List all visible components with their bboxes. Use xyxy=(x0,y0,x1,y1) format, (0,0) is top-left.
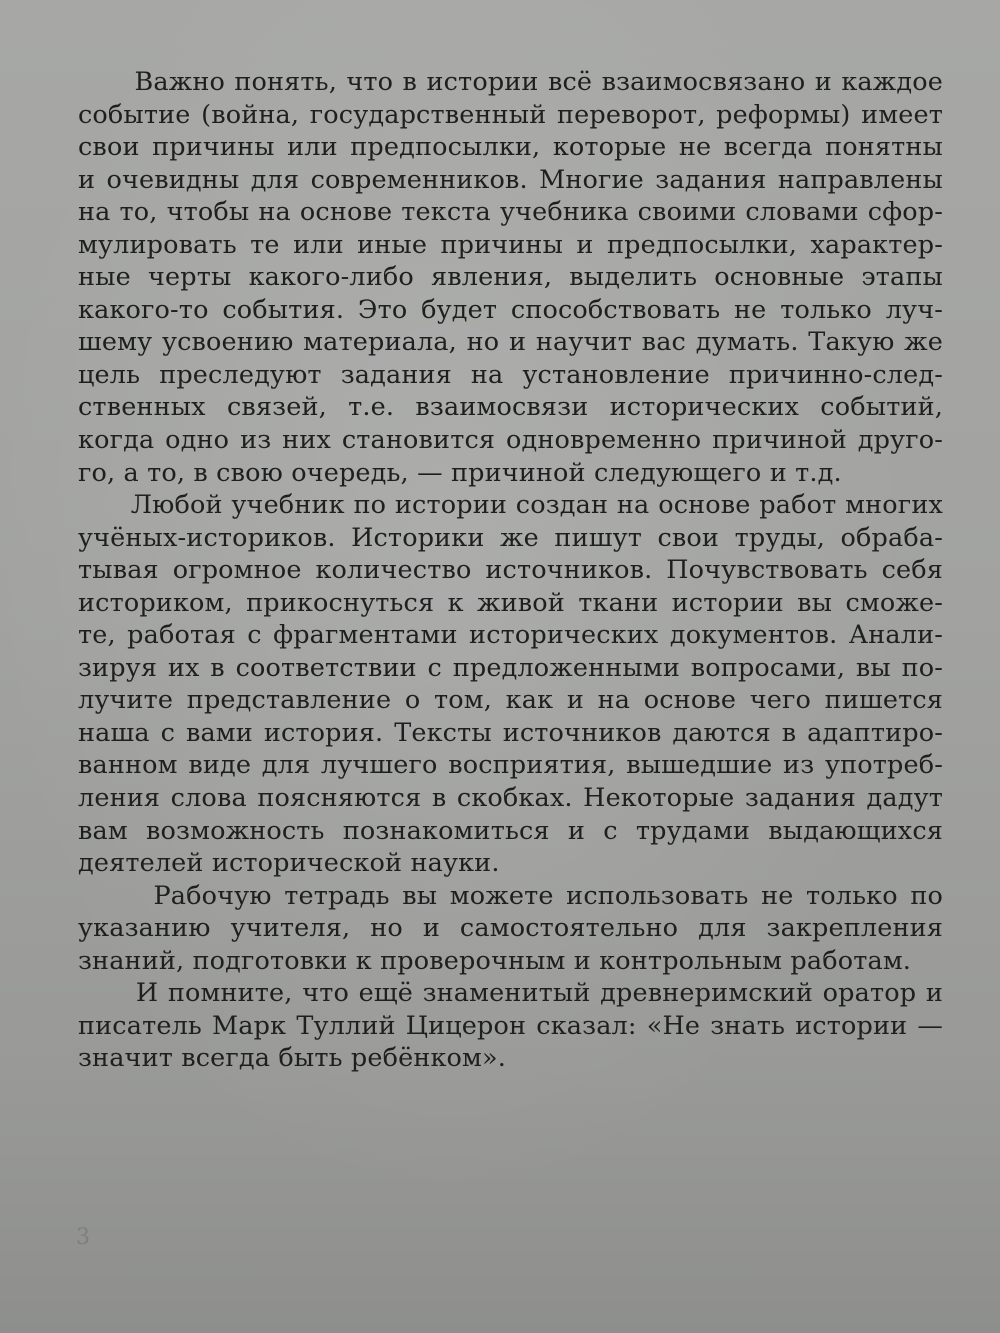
text-line: знаний, подготовки к проверочным и контрольным работам. xyxy=(78,945,912,976)
text-line: деятелей исторической науки. xyxy=(78,848,500,879)
text-line: Рабочую тетрадь вы можете использовать не только по xyxy=(78,880,943,911)
paragraph-2 xyxy=(78,489,943,880)
paragraph-1 xyxy=(78,66,943,489)
text-line: ления слова поясняются в скобках. Некоторые задания дадут xyxy=(78,783,943,814)
text-line: И помните, что ещё знаменитый древнеримский оратор и xyxy=(78,978,943,1009)
text-line: шему усвоению материала, но и научит вас думать. Такую же xyxy=(78,327,943,358)
text-line: вам возможность познакомиться и с трудами выдающихся xyxy=(78,815,943,846)
text-line: указанию учителя, но и самостоятельно для закрепления xyxy=(78,913,943,944)
text-line: зируя их в соответствии с предложенными вопросами, вы по- xyxy=(78,652,943,683)
text-line: го, а то, в свою очередь, — причиной следующего и т.д. xyxy=(78,457,842,488)
text-line: историком, прикоснуться к живой ткани истории вы сможе- xyxy=(78,587,943,618)
text-line: Любой учебник по истории создан на основе работ многих xyxy=(78,490,943,521)
paragraph-4 xyxy=(78,977,943,1075)
text-line: учёных-историков. Историки же пишут свои труды, обраба- xyxy=(78,522,943,553)
text-line: цель преследуют задания на установление причинно-след- xyxy=(78,359,943,390)
text-line: ственных связей, т.е. взаимосвязи исторических событий, xyxy=(78,392,943,423)
text-line: лучите представление о том, как и на основе чего пишется xyxy=(78,685,943,716)
text-line: писатель Марк Туллий Цицерон сказал: «Не знать истории — xyxy=(78,1010,943,1041)
page-text xyxy=(78,66,943,1075)
text-line: тывая огромное количество источников. Почувствовать себя xyxy=(78,555,943,586)
text-line: какого-то события. Это будет способствовать не только луч- xyxy=(78,294,943,325)
paragraph-3 xyxy=(78,880,943,978)
page-number: 3 xyxy=(76,1225,90,1250)
text-line: и очевидны для современников. Многие задания направлены xyxy=(78,164,943,195)
text-line: на то, чтобы на основе текста учебника своими словами сфор- xyxy=(78,197,943,228)
text-line: Важно понять, что в истории всё взаимосвязано и каждое xyxy=(78,67,943,97)
text-line: те, работая с фрагментами исторических документов. Анали- xyxy=(78,620,943,651)
text-line: ванном виде для лучшего восприятия, вышедшие из употреб- xyxy=(78,750,943,781)
text-line: событие (война, государственный переворот, реформы) имеет xyxy=(78,99,943,130)
text-line: мулировать те или иные причины и предпосылки, характер- xyxy=(78,229,943,260)
text-line: свои причины или предпосылки, которые не всегда понятны xyxy=(78,132,943,163)
text-line: значит всегда быть ребёнком». xyxy=(78,1043,507,1074)
text-line: когда одно из них становится одновременно причиной друго- xyxy=(78,425,943,456)
text-line: ные черты какого-либо явления, выделить основные этапы xyxy=(78,262,943,293)
text-line: наша с вами история. Тексты источников даются в адаптиро- xyxy=(78,717,943,748)
